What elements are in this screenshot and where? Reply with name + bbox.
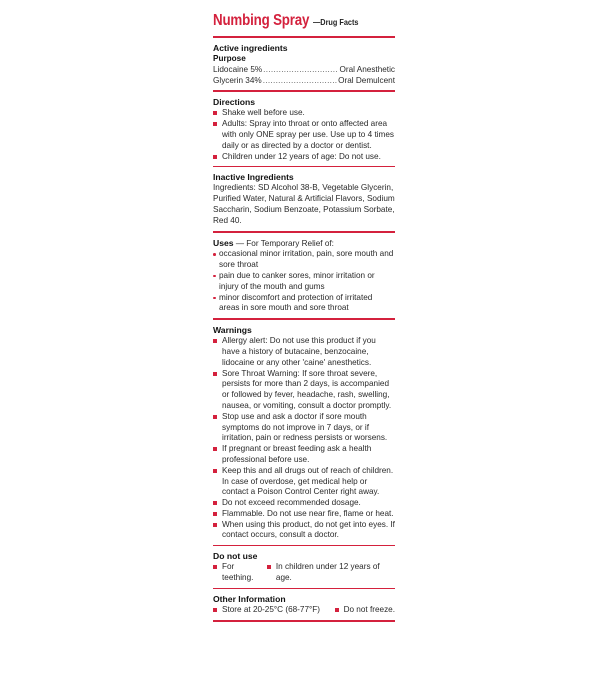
active-ingredients-heading: Active ingredients bbox=[213, 43, 288, 53]
other-information-item: Store at 20-25°C (68-77°F) bbox=[213, 605, 320, 616]
ingredient-name: Glycerin 34% bbox=[213, 75, 262, 85]
do-not-use-section bbox=[213, 546, 395, 588]
uses-heading: Uses bbox=[213, 237, 234, 248]
uses-intro: — For Temporary Relief of: bbox=[233, 238, 334, 248]
active-ingredients-section bbox=[213, 38, 395, 90]
warning-item: Stop use and ask a doctor if sore mouth symptoms do not improve in 7 days, or if irritation, pain or redness persists or worsens. bbox=[213, 412, 395, 444]
directions-section bbox=[213, 92, 395, 166]
ingredient-name: Lidocaine 5% bbox=[213, 64, 263, 74]
leader-dots bbox=[263, 76, 337, 87]
directions-item: Children under 12 years of age: Do not use. bbox=[213, 152, 395, 163]
uses-item: occasional minor irritation, pain, sore mouth and sore throat bbox=[213, 249, 395, 271]
inactive-ingredients-section bbox=[213, 167, 395, 230]
do-not-use-heading: Do not use bbox=[213, 551, 258, 562]
inactive-ingredients-text: Ingredients: SD Alcohol 38-B, Vegetable Glycerin, Purified Water, Natural & Artificial Flavors, Sodium Saccharin, Sodium Benzoate, Potassium Sorbate, Red 40. bbox=[213, 183, 395, 225]
leader-dots bbox=[263, 65, 338, 76]
do-not-use-item: For teething. bbox=[213, 562, 267, 584]
warning-item: Keep this and all drugs out of reach of children. In case of overdose, get medical help or contact a Poison Control Center right away. bbox=[213, 466, 395, 498]
directions-item: Adults: Spray into throat or onto affected area with only ONE spray per use. Use up to 4 times daily or as directed by a doctor or dentist. bbox=[213, 119, 395, 151]
do-not-use-item: In children under 12 years of age. bbox=[267, 562, 395, 584]
do-not-use-row bbox=[213, 562, 395, 584]
ingredient-row bbox=[213, 65, 395, 76]
uses-item: pain due to canker sores, minor irritation or injury of the mouth and gums bbox=[213, 271, 395, 293]
directions-heading: Directions bbox=[213, 97, 256, 108]
directions-item: Shake well before use. bbox=[213, 108, 395, 119]
warning-item: Do not exceed recommended dosage. bbox=[213, 498, 395, 509]
warning-item: Flammable. Do not use near fire, flame or heat. bbox=[213, 509, 395, 520]
other-information-section bbox=[213, 589, 395, 620]
ingredient-row bbox=[213, 76, 395, 87]
warning-item: When using this product, do not get into eyes. If contact occurs, consult a doctor. bbox=[213, 520, 395, 542]
inactive-ingredients-heading: Inactive Ingredients bbox=[213, 172, 294, 183]
drug-facts-label: —Drug Facts bbox=[312, 17, 359, 27]
uses-item: minor discomfort and protection of irritated areas in sore mouth and sore throat bbox=[213, 293, 395, 315]
other-information-item: Do not freeze. bbox=[335, 605, 395, 616]
divider bbox=[213, 620, 395, 622]
uses-section bbox=[213, 233, 395, 319]
ingredient-purpose: Oral Anesthetic bbox=[339, 64, 395, 74]
warnings-heading: Warnings bbox=[213, 325, 252, 336]
other-information-row bbox=[213, 605, 395, 616]
product-title: Numbing Spray bbox=[213, 12, 310, 29]
warning-item: Allergy alert: Do not use this product if you have a history of butacaine, benzocaine, lidocaine or any other 'caine' anesthetics. bbox=[213, 336, 395, 368]
purpose-heading: Purpose bbox=[213, 54, 246, 63]
drug-facts-panel bbox=[213, 12, 395, 622]
other-information-heading: Other Information bbox=[213, 593, 286, 604]
ingredient-purpose: Oral Demulcent bbox=[338, 75, 395, 85]
warning-item: If pregnant or breast feeding ask a health professional before use. bbox=[213, 444, 395, 466]
warnings-section bbox=[213, 320, 395, 545]
warning-item: Sore Throat Warning: If sore throat severe, persists for more than 2 days, is accompanied or followed by fever, headache, rash, swelling, nausea, or vomiting, consult a doctor promptly. bbox=[213, 369, 395, 412]
title-row bbox=[213, 12, 395, 36]
